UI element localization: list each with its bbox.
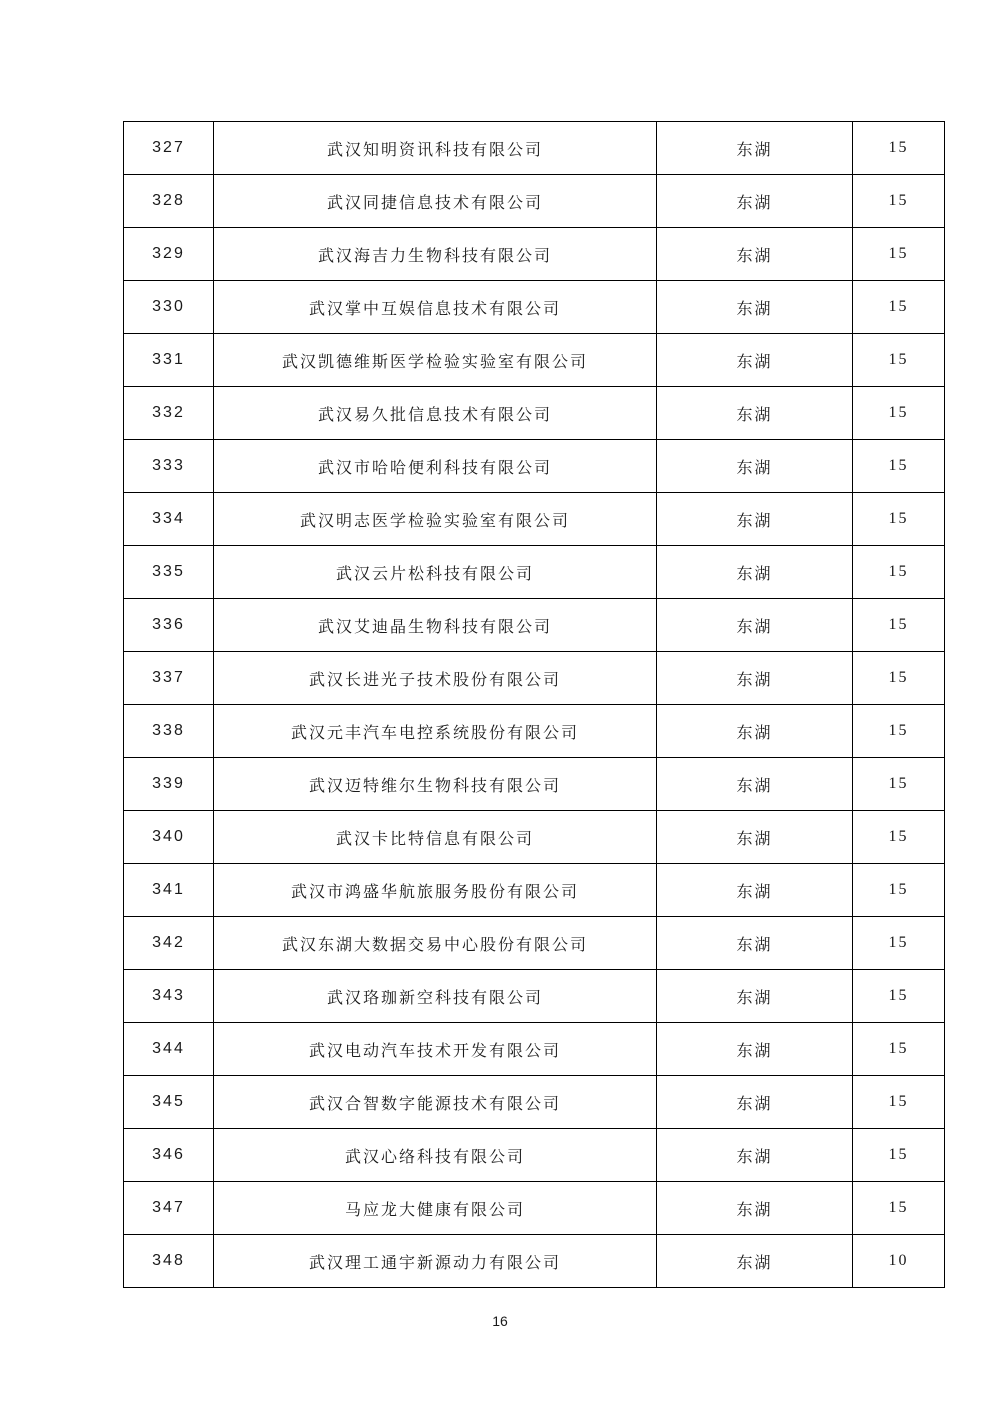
row-number-cell: 344 — [124, 1023, 214, 1076]
row-number-cell: 340 — [124, 811, 214, 864]
district-cell: 东湖 — [657, 175, 853, 228]
company-name-cell: 武汉同捷信息技术有限公司 — [214, 175, 657, 228]
company-name-cell: 武汉凯德维斯医学检验实验室有限公司 — [214, 334, 657, 387]
company-name-cell: 武汉知明资讯科技有限公司 — [214, 122, 657, 175]
page-number: 16 — [492, 1313, 508, 1329]
score-cell: 15 — [853, 175, 945, 228]
company-name-cell: 武汉合智数字能源技术有限公司 — [214, 1076, 657, 1129]
row-number-cell: 335 — [124, 546, 214, 599]
score-cell: 15 — [853, 281, 945, 334]
district-cell: 东湖 — [657, 546, 853, 599]
table-row — [124, 281, 945, 334]
district-cell: 东湖 — [657, 705, 853, 758]
table-row — [124, 122, 945, 175]
table-row — [124, 705, 945, 758]
table-row — [124, 1076, 945, 1129]
district-cell: 东湖 — [657, 334, 853, 387]
row-number-cell: 332 — [124, 387, 214, 440]
score-cell: 15 — [853, 1129, 945, 1182]
table-row — [124, 334, 945, 387]
company-name-cell: 武汉海吉力生物科技有限公司 — [214, 228, 657, 281]
table-row — [124, 758, 945, 811]
table-row — [124, 1023, 945, 1076]
company-name-cell: 武汉易久批信息技术有限公司 — [214, 387, 657, 440]
district-cell: 东湖 — [657, 864, 853, 917]
row-number-cell: 346 — [124, 1129, 214, 1182]
row-number-cell: 327 — [124, 122, 214, 175]
score-cell: 15 — [853, 1076, 945, 1129]
score-cell: 15 — [853, 1182, 945, 1235]
district-cell: 东湖 — [657, 228, 853, 281]
score-cell: 15 — [853, 228, 945, 281]
score-cell: 10 — [853, 1235, 945, 1288]
row-number-cell: 337 — [124, 652, 214, 705]
table-row — [124, 228, 945, 281]
district-cell: 东湖 — [657, 1129, 853, 1182]
score-cell: 15 — [853, 387, 945, 440]
score-cell: 15 — [853, 334, 945, 387]
score-cell: 15 — [853, 1023, 945, 1076]
row-number-cell: 330 — [124, 281, 214, 334]
row-number-cell: 336 — [124, 599, 214, 652]
table-row — [124, 917, 945, 970]
company-name-cell: 武汉心络科技有限公司 — [214, 1129, 657, 1182]
table-row — [124, 811, 945, 864]
district-cell: 东湖 — [657, 1023, 853, 1076]
row-number-cell: 328 — [124, 175, 214, 228]
company-name-cell: 武汉掌中互娱信息技术有限公司 — [214, 281, 657, 334]
table-body — [124, 122, 945, 1288]
company-name-cell: 武汉市鸿盛华航旅服务股份有限公司 — [214, 864, 657, 917]
row-number-cell: 339 — [124, 758, 214, 811]
district-cell: 东湖 — [657, 281, 853, 334]
table-row — [124, 387, 945, 440]
table-row — [124, 1182, 945, 1235]
row-number-cell: 331 — [124, 334, 214, 387]
district-cell: 东湖 — [657, 387, 853, 440]
table-row — [124, 864, 945, 917]
company-name-cell: 武汉理工通宇新源动力有限公司 — [214, 1235, 657, 1288]
row-number-cell: 347 — [124, 1182, 214, 1235]
score-cell: 15 — [853, 811, 945, 864]
company-name-cell: 武汉珞珈新空科技有限公司 — [214, 970, 657, 1023]
company-list-table — [123, 121, 945, 1288]
score-cell: 15 — [853, 440, 945, 493]
table-row — [124, 546, 945, 599]
company-name-cell: 武汉卡比特信息有限公司 — [214, 811, 657, 864]
district-cell: 东湖 — [657, 1182, 853, 1235]
district-cell: 东湖 — [657, 122, 853, 175]
score-cell: 15 — [853, 546, 945, 599]
row-number-cell: 334 — [124, 493, 214, 546]
row-number-cell: 333 — [124, 440, 214, 493]
district-cell: 东湖 — [657, 811, 853, 864]
company-name-cell: 武汉长进光子技术股份有限公司 — [214, 652, 657, 705]
company-name-cell: 武汉东湖大数据交易中心股份有限公司 — [214, 917, 657, 970]
score-cell: 15 — [853, 917, 945, 970]
score-cell: 15 — [853, 652, 945, 705]
district-cell: 东湖 — [657, 758, 853, 811]
table-row — [124, 1235, 945, 1288]
district-cell: 东湖 — [657, 652, 853, 705]
company-name-cell: 武汉艾迪晶生物科技有限公司 — [214, 599, 657, 652]
company-name-cell: 武汉明志医学检验实验室有限公司 — [214, 493, 657, 546]
company-name-cell: 武汉云片松科技有限公司 — [214, 546, 657, 599]
row-number-cell: 348 — [124, 1235, 214, 1288]
company-name-cell: 武汉市哈哈便利科技有限公司 — [214, 440, 657, 493]
score-cell: 15 — [853, 493, 945, 546]
table-row — [124, 970, 945, 1023]
company-name-cell: 武汉迈特维尔生物科技有限公司 — [214, 758, 657, 811]
district-cell: 东湖 — [657, 1076, 853, 1129]
district-cell: 东湖 — [657, 493, 853, 546]
table-row — [124, 440, 945, 493]
table-row — [124, 652, 945, 705]
row-number-cell: 343 — [124, 970, 214, 1023]
score-cell: 15 — [853, 599, 945, 652]
row-number-cell: 338 — [124, 705, 214, 758]
district-cell: 东湖 — [657, 599, 853, 652]
score-cell: 15 — [853, 122, 945, 175]
table-row — [124, 1129, 945, 1182]
district-cell: 东湖 — [657, 970, 853, 1023]
score-cell: 15 — [853, 758, 945, 811]
score-cell: 15 — [853, 864, 945, 917]
row-number-cell: 341 — [124, 864, 214, 917]
row-number-cell: 342 — [124, 917, 214, 970]
table-row — [124, 599, 945, 652]
company-name-cell: 武汉电动汽车技术开发有限公司 — [214, 1023, 657, 1076]
row-number-cell: 329 — [124, 228, 214, 281]
score-cell: 15 — [853, 970, 945, 1023]
company-name-cell: 马应龙大健康有限公司 — [214, 1182, 657, 1235]
district-cell: 东湖 — [657, 1235, 853, 1288]
score-cell: 15 — [853, 705, 945, 758]
district-cell: 东湖 — [657, 917, 853, 970]
row-number-cell: 345 — [124, 1076, 214, 1129]
table-row — [124, 175, 945, 228]
company-name-cell: 武汉元丰汽车电控系统股份有限公司 — [214, 705, 657, 758]
table-row — [124, 493, 945, 546]
district-cell: 东湖 — [657, 440, 853, 493]
